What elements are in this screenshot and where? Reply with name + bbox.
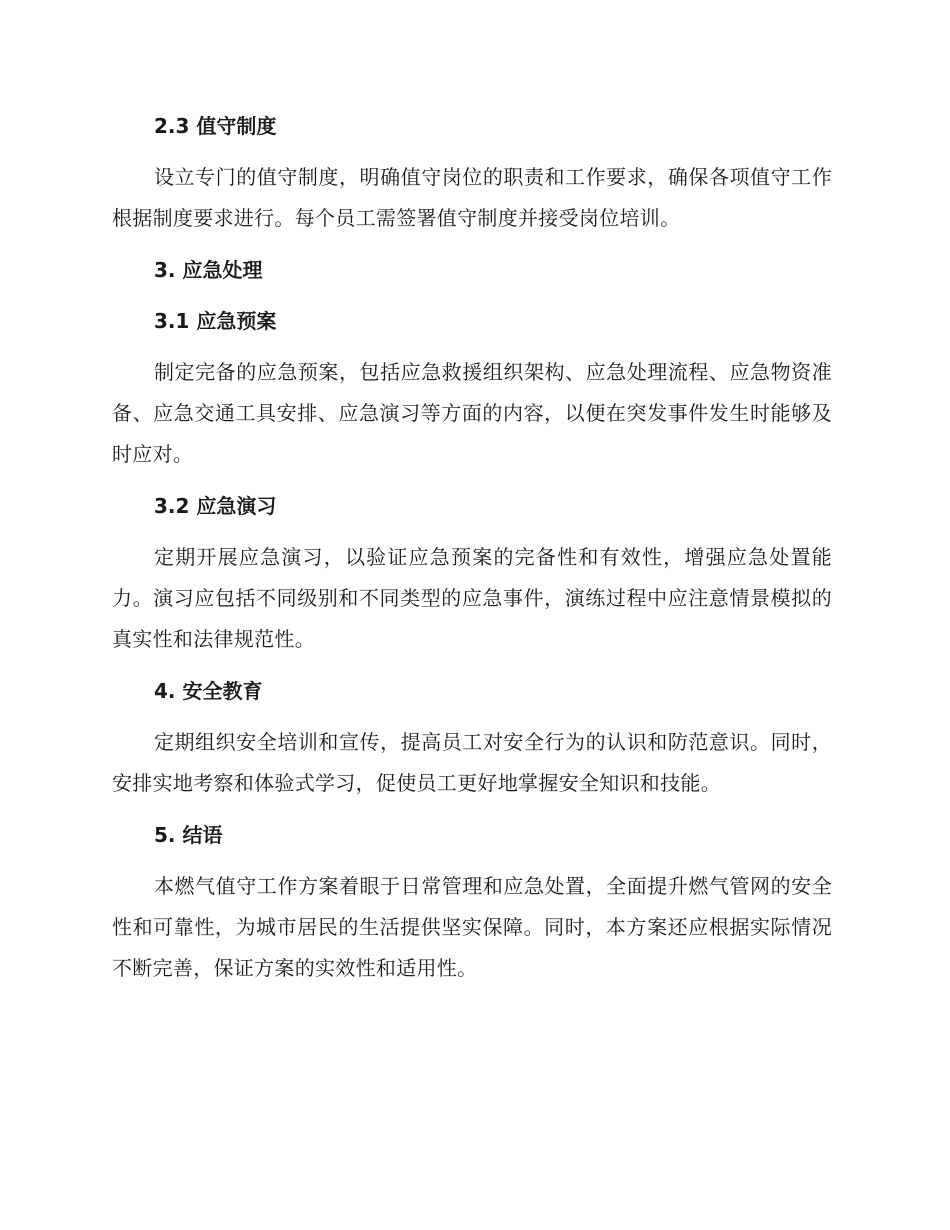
section-heading-emergency-drill: 3.2 应急演习 bbox=[154, 494, 277, 518]
section-heading-conclusion: 5. 结语 bbox=[154, 823, 223, 847]
paragraph-emergency-drill: 定期开展应急演习，以验证应急预案的完备性和有效性，增强应急处置能力。演习应包括不同级别和不同类型的应急事件，演练过程中应注意情景模拟的真实性和法律规范性。 bbox=[112, 545, 832, 651]
paragraph-emergency-plan: 制定完备的应急预案，包括应急救援组织架构、应急处理流程、应急物资准备、应急交通工具安排、应急演习等方面的内容，以便在突发事件发生时能够及时应对。 bbox=[112, 360, 832, 466]
document-content bbox=[112, 106, 832, 1000]
section-heading-emergency-handling: 3. 应急处理 bbox=[154, 258, 263, 282]
section-heading-duty-system: 2.3 值守制度 bbox=[154, 114, 277, 138]
paragraph-duty-system: 设立专门的值守制度，明确值守岗位的职责和工作要求，确保各项值守工作根据制度要求进行。每个员工需签署值守制度并接受岗位培训。 bbox=[112, 165, 832, 230]
section-heading-safety-education: 4. 安全教育 bbox=[154, 679, 263, 703]
section-heading-emergency-plan: 3.1 应急预案 bbox=[154, 309, 277, 333]
paragraph-safety-education: 定期组织安全培训和宣传，提高员工对安全行为的认识和防范意识。同时，安排实地考察和体验式学习，促使员工更好地掌握安全知识和技能。 bbox=[112, 730, 832, 795]
paragraph-conclusion: 本燃气值守工作方案着眼于日常管理和应急处置，全面提升燃气管网的安全性和可靠性，为城市居民的生活提供坚实保障。同时，本方案还应根据实际情况不断完善，保证方案的实效性和适用性。 bbox=[112, 874, 832, 980]
